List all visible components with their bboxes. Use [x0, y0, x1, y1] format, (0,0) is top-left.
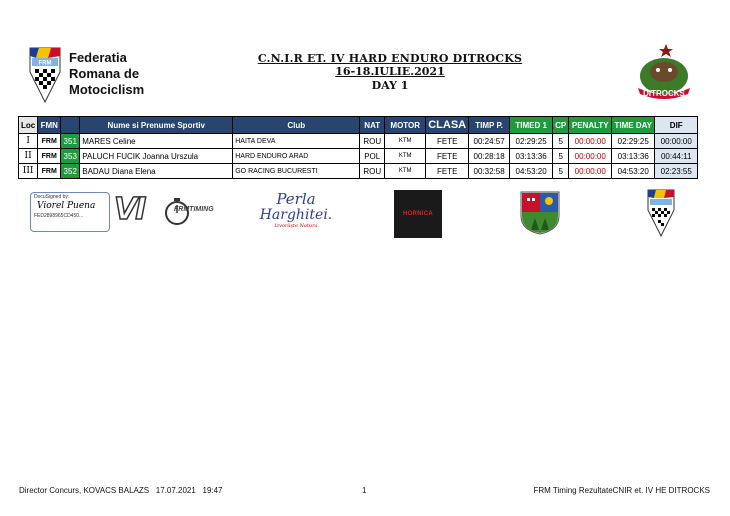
- col-timed1-header: TIMED 1: [510, 117, 553, 134]
- cell-cp: 5: [553, 149, 569, 164]
- col-cp-header: CP: [553, 117, 569, 134]
- cell-club: HAITA DEVA: [233, 134, 360, 149]
- cell-nat: POL: [360, 149, 385, 164]
- cell-dif: 00:00:00: [655, 134, 698, 149]
- cell-nr: 352: [61, 164, 80, 179]
- cell-nat: ROU: [360, 164, 385, 179]
- perla-harghitei-logo: [254, 192, 338, 238]
- col-club-header: Club: [233, 117, 360, 134]
- title-block: [240, 52, 540, 92]
- vi-text: VI: [114, 192, 145, 227]
- cell-nr: 351: [61, 134, 80, 149]
- event-title: C.N.I.R ET. IV HARD ENDURO DITROCKS: [257, 52, 523, 65]
- col-motor-header: MOTOR: [385, 117, 426, 134]
- cell-timed1: 04:53:20: [510, 164, 553, 179]
- perla-tagline: Izvorăște Natura: [274, 223, 318, 229]
- table-row: [19, 134, 698, 149]
- cell-dif: 02:23:55: [655, 164, 698, 179]
- cell-loc: II: [19, 149, 38, 164]
- col-name-header: Nume si Prenume Sportiv: [80, 117, 233, 134]
- frm-timing-text: FRMTIMING: [174, 206, 214, 213]
- cell-fmn: FRM: [38, 164, 61, 179]
- perla-line1: Perla: [276, 190, 316, 208]
- cell-dif: 00:44:11: [655, 149, 698, 164]
- event-dates: 16-18.IULIE.2021: [335, 65, 445, 78]
- cell-penalty: 00:00:00: [569, 134, 612, 149]
- frm-logo-text: FRM: [38, 60, 52, 67]
- ditrocks-logo-text: DITROCKS: [643, 89, 685, 98]
- col-timp-p-header: TIMP P.: [469, 117, 510, 134]
- docusign-id: FED2898965CD450...: [34, 213, 84, 219]
- cell-loc: III: [19, 164, 38, 179]
- cell-club: HARD ENDURO ARAD: [233, 149, 360, 164]
- table-row: [19, 164, 698, 179]
- cell-timed1: 03:13:36: [510, 149, 553, 164]
- cell-time-day: 03:13:36: [612, 149, 655, 164]
- cell-motor: KTM: [385, 149, 426, 164]
- event-day: DAY 1: [371, 79, 409, 92]
- docusign-label: DocuSigned by:: [34, 194, 70, 200]
- hornica-logo: [394, 190, 442, 238]
- cell-name: PALUCH FUCIK Joanna Urszula: [80, 149, 233, 164]
- frm-logo: [27, 42, 63, 104]
- cell-clasa: FETE: [426, 164, 469, 179]
- cell-name: BADAU Diana Elena: [80, 164, 233, 179]
- cell-cp: 5: [553, 134, 569, 149]
- county-crest-icon: [519, 190, 561, 236]
- cell-club: GO RACING BUCURESTI: [233, 164, 360, 179]
- docusign-signature-block: [30, 192, 110, 232]
- col-time-day-header: TIME DAY: [612, 117, 655, 134]
- col-dif-header: DIF: [655, 117, 698, 134]
- footer-page-number: 1: [362, 486, 367, 495]
- cell-motor: KTM: [385, 134, 426, 149]
- col-clasa-header: CLASA: [426, 117, 469, 134]
- federation-name-line1: Federatia: [69, 50, 127, 65]
- frm-emblem-icon: [646, 186, 676, 238]
- col-nat-header: NAT: [360, 117, 385, 134]
- col-fmn-header: FMN: [38, 117, 61, 134]
- cell-motor: KTM: [385, 164, 426, 179]
- cell-time-day: 04:53:20: [612, 164, 655, 179]
- federation-name-line3: Motociclism: [69, 82, 145, 97]
- cell-nat: ROU: [360, 134, 385, 149]
- cell-fmn: FRM: [38, 149, 61, 164]
- cell-nr: 353: [61, 149, 80, 164]
- cell-cp: 5: [553, 164, 569, 179]
- cell-name: MARES Celine: [80, 134, 233, 149]
- federation-name-line2: Romana de: [69, 66, 140, 81]
- frm-timing-logo: [114, 190, 220, 230]
- cell-time-day: 02:29:25: [612, 134, 655, 149]
- footer-director: Director Concurs, KOVACS BALAZS 17.07.2021 19:47: [19, 486, 223, 495]
- table-row: [19, 149, 698, 164]
- cell-penalty: 00:00:00: [569, 164, 612, 179]
- perla-line2: Harghitei.: [259, 207, 333, 223]
- cell-timp-p: 00:28:18: [469, 149, 510, 164]
- ditrocks-logo: [628, 42, 700, 106]
- cell-loc: I: [19, 134, 38, 149]
- cell-clasa: FETE: [426, 149, 469, 164]
- signature-name: Viorel Puena: [37, 201, 96, 211]
- col-penalty-header: PENALTY: [569, 117, 612, 134]
- col-loc-header: Loc: [19, 117, 38, 134]
- results-table: [18, 116, 698, 179]
- cell-timp-p: 00:32:58: [469, 164, 510, 179]
- cell-timed1: 02:29:25: [510, 134, 553, 149]
- cell-clasa: FETE: [426, 134, 469, 149]
- table-header-row: [19, 117, 698, 134]
- cell-timp-p: 00:24:57: [469, 134, 510, 149]
- footer-source: FRM Timing RezultateCNIR et. IV HE DITROCKS: [533, 486, 710, 495]
- cell-fmn: FRM: [38, 134, 61, 149]
- cell-penalty: 00:00:00: [569, 149, 612, 164]
- col-nr-header: Nr: [61, 117, 80, 134]
- federation-name: [69, 50, 144, 98]
- hornica-text: HORNICA: [402, 211, 434, 217]
